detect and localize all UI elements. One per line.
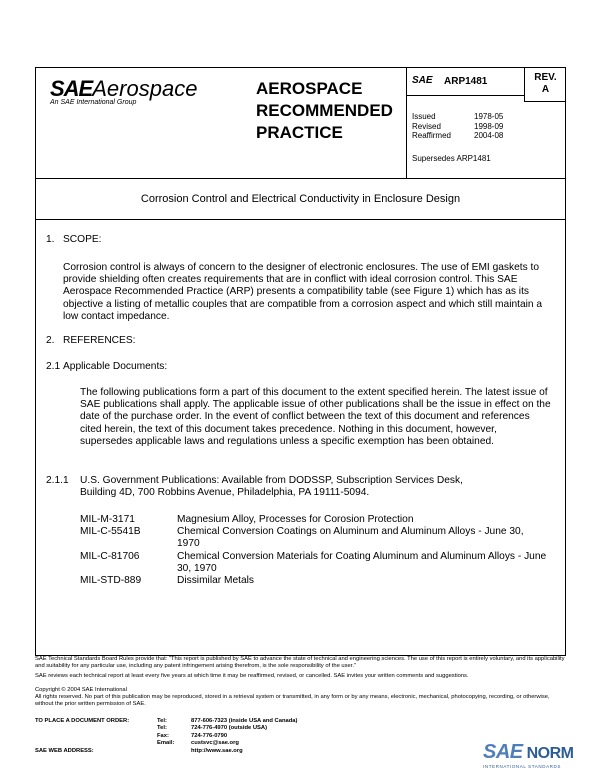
reference-title: Chemical Conversion Materials for Coating Aluminum and Aluminum Alloys - June 30, 1970: [177, 550, 547, 574]
date-list: [412, 112, 517, 141]
section-number: 2.: [46, 335, 55, 346]
title-line-3: PRACTICE: [256, 123, 343, 142]
contact-key: Tel:: [157, 725, 167, 732]
revision-box: [524, 68, 566, 102]
logo-aerospace-text: Aerospace: [92, 76, 198, 101]
contact-value: 877-606-7323 (inside USA and Canada): [191, 718, 298, 724]
order-label: TO PLACE A DOCUMENT ORDER:: [35, 718, 130, 724]
norm-logo-text: NORM: [526, 745, 574, 762]
document-header: [35, 67, 566, 179]
sae-mini-logo: SAE: [412, 75, 433, 86]
revision-value: A: [541, 84, 550, 95]
document-number: ARP1481: [444, 76, 488, 87]
board-rules-text: SAE Technical Standards Board Rules provide that: "This report is published by SAE to advance the state of technical and engineering sciences. The use of this report is entirely voluntary, and its applicability and suitability for any particular use, including any patent infringement arising therefrom, is the sole responsibility of the user.": [35, 656, 565, 669]
reference-item: [80, 575, 547, 587]
web-address-link[interactable]: http://www.sae.org: [191, 747, 243, 754]
sae-norm-logo: [483, 741, 573, 764]
contact-value: 724-776-4970 (outside USA): [191, 725, 268, 732]
reference-title: Dissimilar Metals: [177, 575, 254, 587]
section-number: 2.1.1: [46, 475, 69, 486]
norm-logo-subtitle: INTERNATIONAL STANDARDS: [483, 764, 561, 769]
date-row: [412, 131, 517, 141]
document-info-panel: [406, 68, 524, 178]
section-title: REFERENCES:: [63, 335, 136, 346]
sae-aerospace-logo: [36, 68, 251, 178]
section-body: U.S. Government Publications: Available from DODSSP, Subscription Services Desk, Building 4D, 700 Robbins Avenue, Philadelphia, PA 19111-5094.: [80, 475, 463, 499]
reference-item: [80, 526, 547, 550]
review-text: SAE reviews each technical report at least every five years at which time it may be reaffirmed, revised, or cancelled. SAE invites your written comments and suggestions.: [35, 673, 469, 679]
date-value: 1978-05: [474, 112, 504, 121]
section-1-body: Corrosion control is always of concern to the designer of electronic enclosures. The use of EMI gaskets to provide shielding often creates requirements that are in conflict with ideal corrosion control. This SAE Aerospace Recommended Practice (ARP) presents a compatibility table (see Figure 1) which has as its objective a listing of metallic couples that are compatible from a corrosion aspect and which still maintain a low contact impedance.: [63, 262, 543, 322]
reference-id: MIL-M-3171: [80, 514, 135, 525]
date-label: Reaffirmed: [412, 131, 451, 140]
reference-id: MIL-C-5541B: [80, 526, 141, 538]
reference-title: Chemical Conversion Coatings on Aluminum and Aluminum Alloys - June 30, 1970: [177, 526, 524, 550]
contact-key: Email:: [157, 740, 175, 747]
contact-value: 724-776-0790: [191, 732, 228, 739]
supersedes-note: Supersedes ARP1481: [412, 154, 491, 163]
web-label: SAE WEB ADDRESS:: [35, 747, 94, 754]
document-body: [35, 220, 566, 656]
contact-email[interactable]: custsvc@sae.org: [191, 740, 239, 747]
contact-key: Tel:: [157, 718, 167, 724]
document-title: Corrosion Control and Electrical Conductivity in Enclosure Design: [35, 179, 566, 220]
date-label: Issued: [412, 112, 436, 121]
section-number: 2.1: [46, 361, 61, 372]
document-type-title: [256, 78, 406, 144]
title-line-2: RECOMMENDED: [256, 101, 393, 120]
date-row: [412, 122, 517, 132]
date-row: [412, 112, 517, 122]
norm-logo-sae: SAE: [483, 741, 523, 763]
section-title: SCOPE:: [63, 234, 102, 245]
reference-id: MIL-STD-889: [80, 575, 142, 587]
date-label: Revised: [412, 121, 441, 131]
reference-title: Magnesium Alloy, Processes for Corosion Protection: [177, 514, 414, 525]
section-2-1-body: The following publications form a part of this document to the extent specified herein. The latest issue of SAE publications shall apply. The applicable issue of other publications shall be the issue in effect on the date of the purchase order. In the event of conflict between the text of this document and references cited herein, the text of this document takes precedence. Nothing in this document, however, supersedes applicable laws and regulations unless a specific exemption has been obtained.: [80, 387, 551, 447]
section-number: 1.: [46, 234, 55, 245]
section-title: Applicable Documents:: [63, 361, 168, 372]
title-line-1: AEROSPACE: [256, 79, 363, 98]
reference-list: [80, 514, 547, 587]
copyright-text: Copyright © 2004 SAE International: [35, 687, 127, 693]
contact-key: Fax:: [157, 732, 169, 739]
reference-id: MIL-C-81706: [80, 550, 140, 562]
reference-item: [80, 551, 547, 575]
date-value: 2004-08: [474, 131, 504, 140]
logo-sae-text: SAE: [50, 76, 93, 101]
doc-number-row: [407, 68, 524, 96]
date-value: 1998-09: [474, 121, 504, 131]
logo-tagline: An SAE International Group: [50, 99, 137, 106]
rights-text: All rights reserved. No part of this publication may be reproduced, stored in a retrieval system or transmitted, in any form or by any means, electronic, mechanical, photocopying, recording, or otherwise, without the prior written permission of SAE.: [35, 694, 550, 707]
reference-item: [80, 514, 547, 526]
revision-label: REV.: [534, 72, 557, 83]
